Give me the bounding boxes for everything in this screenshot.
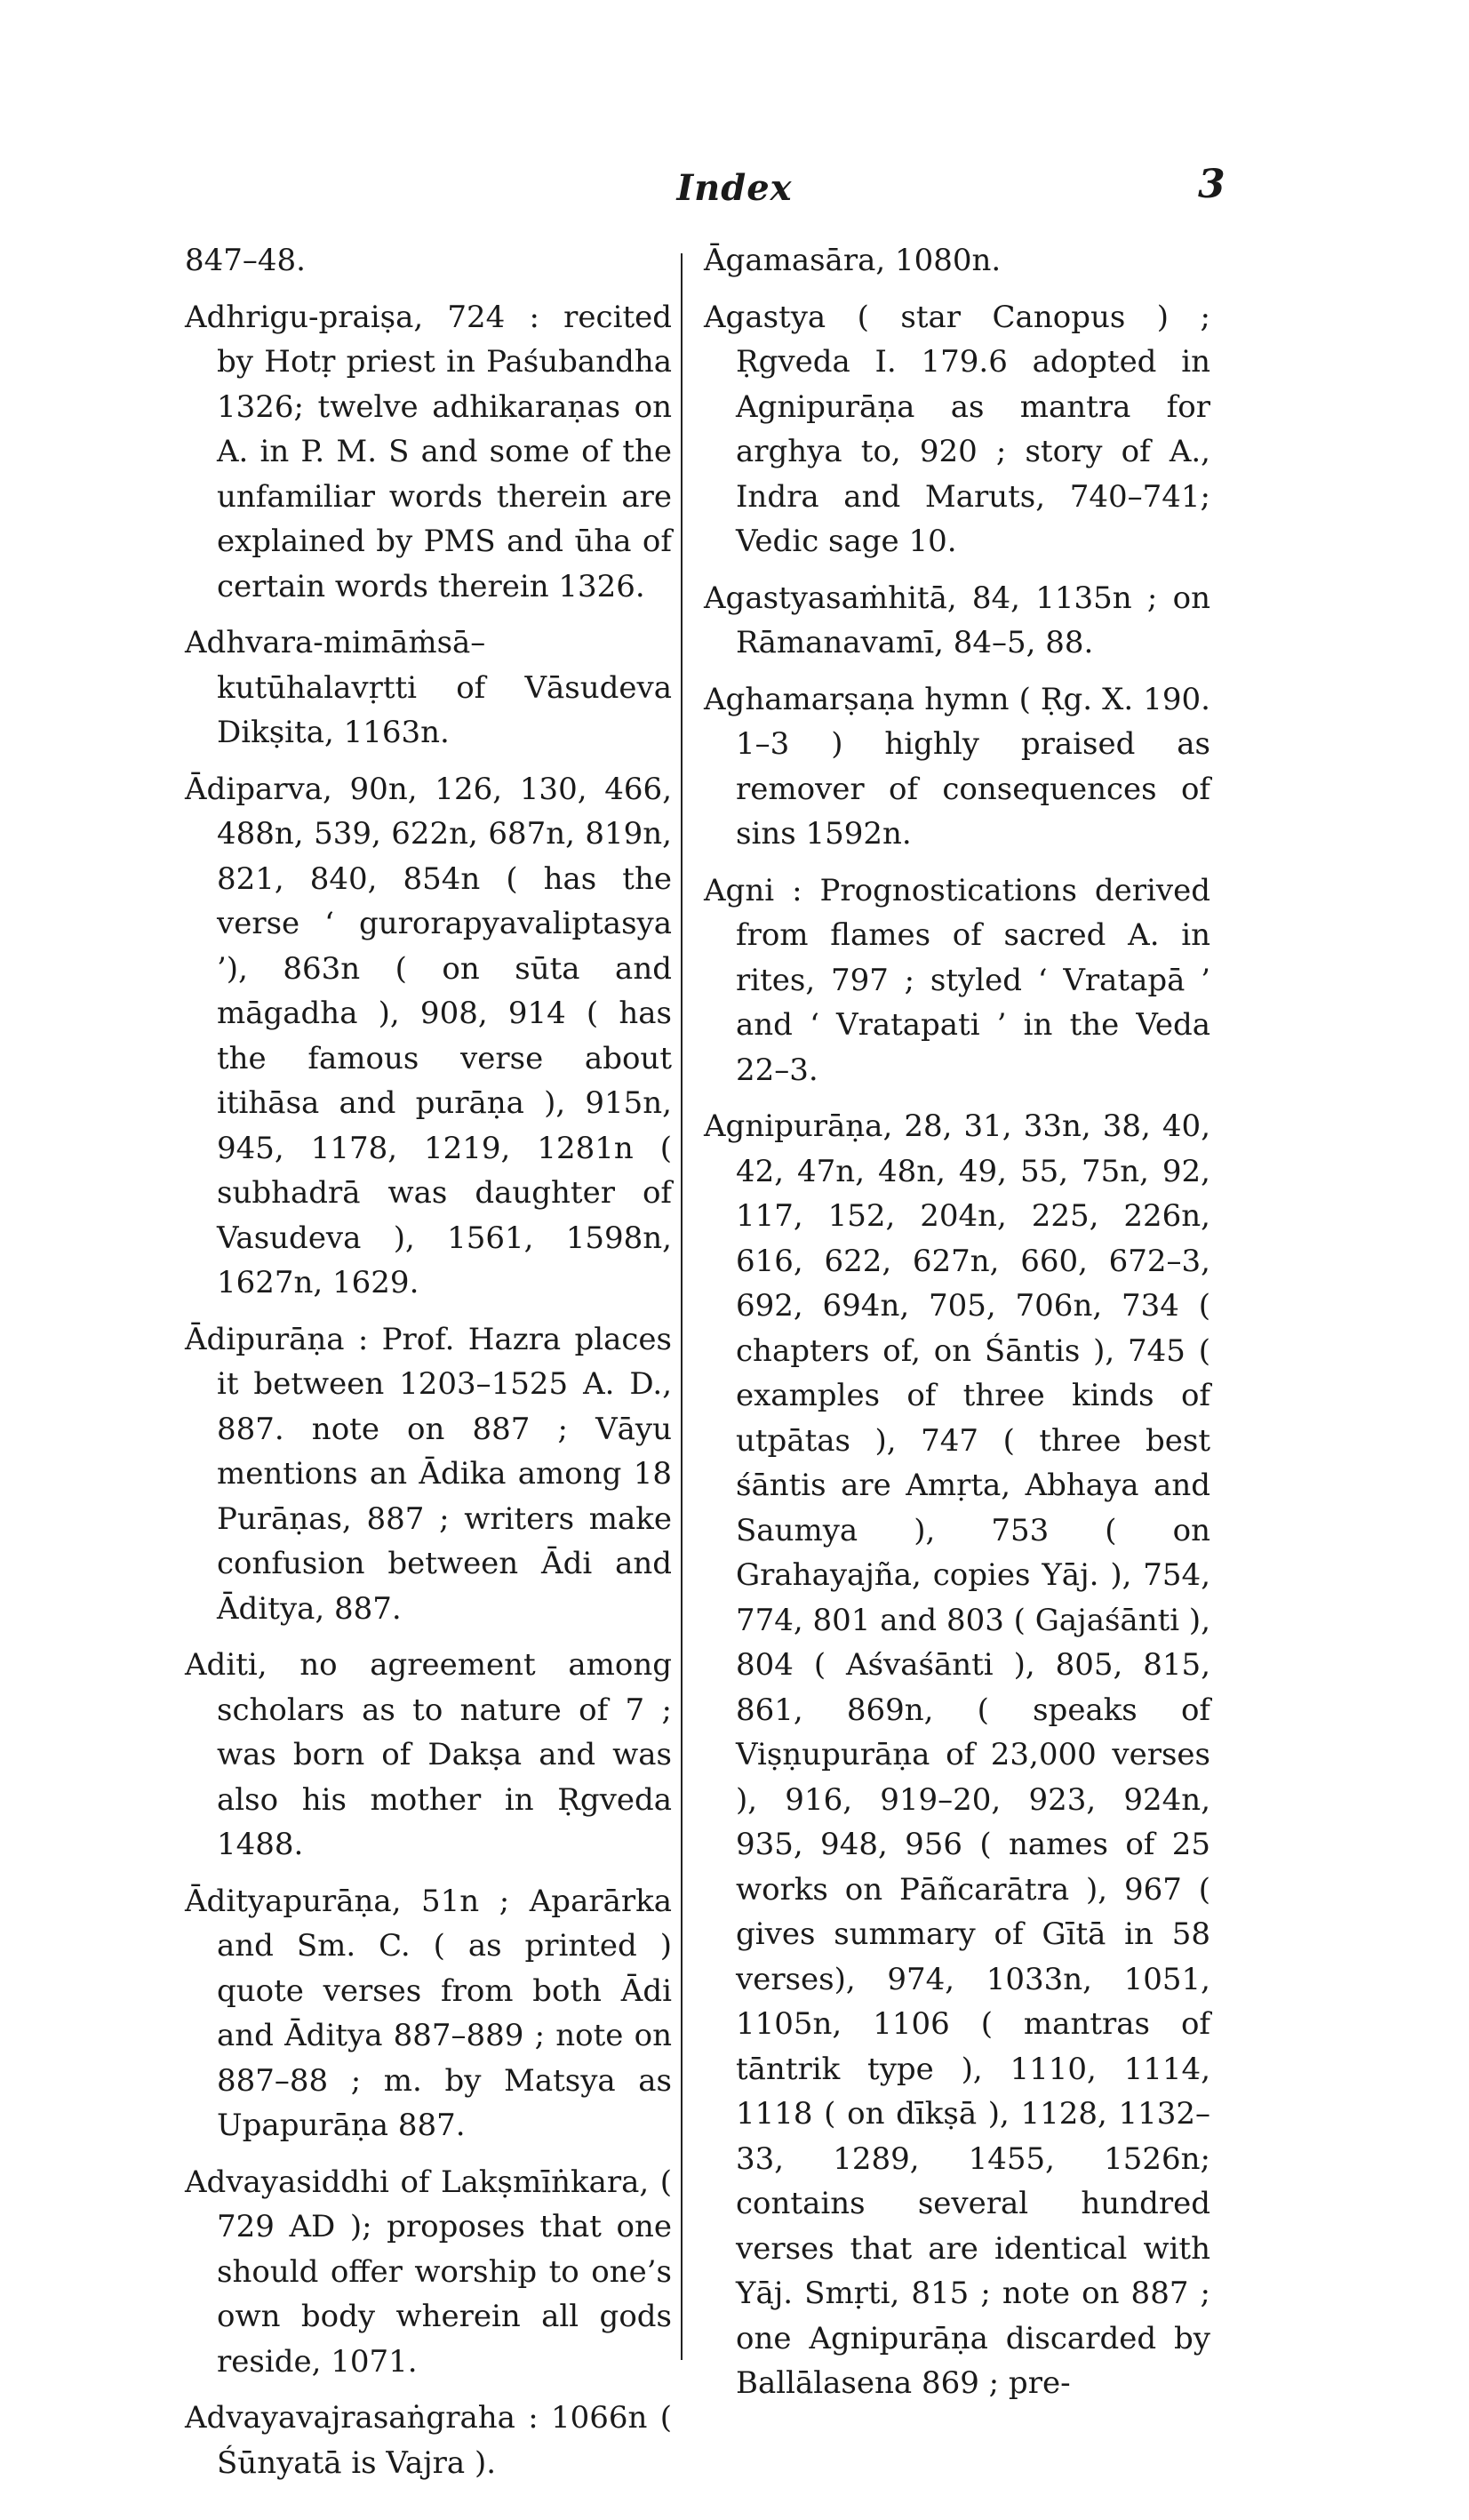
index-entry: Agastya ( star Canopus ) ; Ṛgveda I. 179.6 adopted in Agnipurāṇa as mantra for arghya to, 920 ; story of A., Indra and Maruts, 740–741; Vedic sage 10. [704, 299, 1210, 559]
left-column [185, 238, 672, 2497]
index-entry: Agni : Prognostications derived from flames of sacred A. in rites, 797 ; styled ‘ Vratapā ’ and ‘ Vratapati ’ in the Veda 22–3. [704, 872, 1210, 1088]
running-header-title: Index [676, 167, 793, 209]
index-entry: Agastyasaṁhitā, 84, 1135n ; on Rāmanavamī, 84–5, 88. [704, 580, 1210, 660]
index-entry: 847–48. [185, 243, 306, 278]
index-entry: Aghamarṣaṇa hymn ( Ṛg. X. 190. 1–3 ) highly praised as remover of consequences of sins 1592n. [704, 681, 1210, 852]
page-number: 3 [1198, 162, 1225, 207]
index-entry: Advayasiddhi of Lakṣmīṅkara, ( 729 AD ); proposes that one should offer worship to one’s own body wherein all gods reside, 1071. [185, 2164, 672, 2380]
right-column [704, 238, 1210, 2418]
index-entry: Adhrigu-praiṣa, 724 : recited by Hotṛ priest in Paśubandha 1326; twelve adhikaraṇas on A. in P. M. S and some of the unfamiliar words therein are explained by PMS and ūha of certain words therein 1326. [185, 299, 672, 604]
index-entry: Ādiparva, 90n, 126, 130, 466, 488n, 539, 622n, 687n, 819n, 821, 840, 854n ( has the verse ‘ gurorapyavaliptasya ’), 863n ( on sūta and māgadha ), 908, 914 ( has the famous verse about itihāsa and purāṇa ), 915n, 945, 1178, 1219, 1281n ( subhadrā was daughter of Vasudeva ), 1561, 1598n, 1627n, 1629. [185, 771, 672, 1300]
index-entry: Agnipurāṇa, 28, 31, 33n, 38, 40, 42, 47n, 48n, 49, 55, 75n, 92, 117, 152, 204n, 225, 226n, 616, 622, 627n, 660, 672–3, 692, 694n, 705, 706n, 734 ( chapters of, on Śāntis ), 745 ( examples of three kinds of utpātas ), 747 ( three best śāntis are Amṛta, Abhaya and Saumya ), 753 ( on Grahayajña, copies Yāj. ), 754, 774, 801 and 803 ( Gajaśānti ), 804 ( Aśvaśānti ), 805, 815, 861, 869n, ( speaks of Viṣṇupurāṇa of 23,000 verses ), 916, 919–20, 923, 924n, 935, 948, 956 ( names of 25 works on Pāñcarātra ), 967 ( gives summary of Gītā in 58 verses), 974, 1033n, 1051, 1105n, 1106 ( mantras of tāntrik type ), 1110, 1114, 1118 ( on dīkṣā ), 1128, 1132–33, 1289, 1455, 1526n; contains several hundred verses that are identical with Yāj. Smṛti, 815 ; note on 887 ; one Agnipurāṇa discarded by Ballālasena 869 ; pre- [704, 1108, 1211, 2401]
index-entry: Āgamasāra, 1080n. [704, 243, 1002, 278]
index-entry: Ādityapurāṇa, 51n ; Aparārka and Sm. C. ( as printed ) quote verses from both Ādi and Āditya 887–889 ; note on 887–88 ; m. by Matsya as Upapurāṇa 887. [185, 1883, 672, 2143]
index-entry: Ādipurāṇa : Prof. Hazra places it between 1203–1525 A. D., 887. note on 887 ; Vāyu mentions an Ādika among 18 Purāṇas, 887 ; writers make confusion between Ādi and Āditya, 887. [185, 1321, 672, 1627]
column-divider [681, 253, 683, 2360]
index-entry: Adhvara-mimāṁsā–kutūhalavṛtti of Vāsudeva Dikṣita, 1163n. [185, 625, 672, 750]
index-entry: Advayavajrasaṅgraha : 1066n ( Śūnyatā is Vajra ). [185, 2400, 672, 2481]
index-entry: Aditi, no agreement among scholars as to nature of 7 ; was born of Dakṣa and was also his mother in Ṛgveda 1488. [185, 1647, 672, 1862]
